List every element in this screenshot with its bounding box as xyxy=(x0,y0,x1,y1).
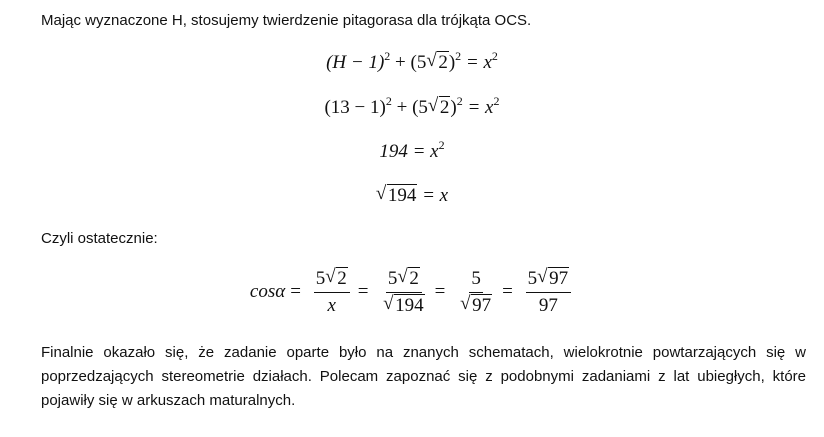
equation-sqrt-194: √ 194 = x xyxy=(375,183,449,206)
eq2-left: (13 − 1) xyxy=(324,97,386,118)
sqrt-symbol: √ 194 xyxy=(375,183,417,206)
final-paragraph: Finalnie okazało się, że zadanie oparte było na znanych schematach, wielokrotnie powtarzających się w poprzedzających stereometrie działach. Polecam zapoznać się z podobnymi zadaniami z lat ubiegłych, które pojawiły się w arkuszach maturalnych. xyxy=(41,344,806,409)
equation-cos-alpha: cosα = 5 √ 2 x = 5 √ 2 √ 194 = 5 √ 97 = 5 √ 97 97 xyxy=(0,268,824,317)
fraction-4: 5 √ 97 97 xyxy=(526,268,572,317)
eq1-left: (H − 1) xyxy=(326,52,385,73)
equation-substituted: $(13 - 1)^2 + (5$ √ $2)^2 = x^2$ xyxy=(324,94,500,118)
intro-text: Mając wyznaczone H, stosujemy twierdzenie pitagorasa dla trójkąta OCS. xyxy=(41,12,532,29)
conclusion-label: Czyli ostatecznie: xyxy=(41,230,158,247)
fraction-3: 5 √ 97 xyxy=(460,268,492,316)
sqrt-symbol: √ 2 xyxy=(426,50,448,73)
fraction-2: 5 √ 2 √ 194 xyxy=(383,266,424,316)
sqrt-symbol: √ 2 xyxy=(427,95,450,118)
equation-194: $194 = x^2$ xyxy=(379,138,445,162)
fraction-1: 5 √ 2 x xyxy=(314,268,350,317)
equation-pythagoras: $(H - 1)^2 + (5$ √ $2)^2 = x^2$ xyxy=(326,49,498,73)
